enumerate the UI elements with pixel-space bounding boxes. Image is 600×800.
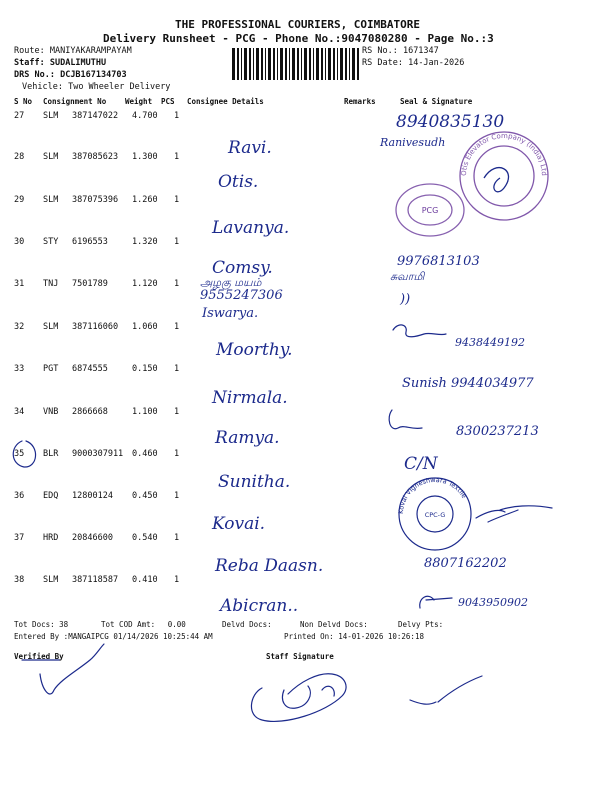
seal-note: C/N (404, 454, 438, 474)
consignee-sign: Sunitha. (218, 472, 291, 492)
row-sno: 37 (14, 533, 25, 543)
row-sno: 27 (14, 111, 25, 121)
consignee-sign: Ramya. (215, 428, 280, 448)
runsheet-title: Delivery Runsheet - PCG - Phone No.:9047080280 - Page No.:3 (103, 32, 494, 45)
row-consignment-no: 387075396 (72, 195, 119, 205)
consignee-sign: Reba Daasn. (215, 556, 324, 576)
row-consignment-no: 2866668 (72, 407, 108, 417)
stamp-otis-text: Otis Elevator Company (India) Ltd (459, 131, 549, 177)
consignee-note: அழகு மயம் (200, 276, 262, 289)
row-prefix: TNJ (43, 279, 59, 289)
row-consignment-no: 387118587 (72, 575, 119, 585)
col-consignee: Consignee Details (187, 97, 264, 106)
row-consignment-no: 387116060 (72, 322, 119, 332)
row-consignment-no: 6196553 (72, 237, 108, 247)
row-prefix: EDQ (43, 491, 59, 501)
printed-on (284, 632, 424, 641)
row-consignment-no: 6874555 (72, 364, 108, 374)
row-weight: 1.320 (132, 237, 158, 247)
row-pcs: 1 (174, 407, 180, 417)
drs-value: DCJB167134703 (60, 70, 127, 80)
row-sno: 36 (14, 491, 25, 501)
stamp-otis (392, 118, 552, 248)
row-pcs: 1 (174, 449, 180, 459)
col-pcs: PCS (161, 97, 175, 106)
row-prefix: SLM (43, 152, 59, 162)
col-remarks: Remarks (344, 97, 376, 106)
row-prefix: VNB (43, 407, 59, 417)
row-consignment-no: 387085623 (72, 152, 119, 162)
delvy-pts: Delvy Pts: (398, 620, 444, 629)
entered-by (14, 632, 213, 641)
verified-by: Verified By (14, 652, 64, 661)
consignee-sign: Nirmala. (212, 388, 288, 408)
consignee-sign: Comsy. (212, 258, 273, 278)
row-pcs: 1 (174, 322, 180, 332)
seal-phone: 8940835130 (396, 112, 505, 132)
row-weight: 0.460 (132, 449, 158, 459)
consignee-sign: Iswarya. (202, 306, 259, 321)
route-label: Route: (14, 46, 45, 56)
consignee-phone: 9555247306 (200, 288, 283, 303)
row-consignment-no: 12800124 (72, 491, 113, 501)
tot-docs-label: Tot Docs: (14, 620, 55, 629)
tot-cod (101, 620, 186, 629)
company-name: THE PROFESSIONAL COURIERS, COIMBATORE (175, 18, 421, 31)
row-weight: 0.410 (132, 575, 158, 585)
staff-value: SUDALIMUTHU (49, 58, 107, 68)
staff-label: Staff: (14, 58, 45, 68)
consignee-sign: Kovai. (212, 514, 266, 534)
row-weight: 1.060 (132, 322, 158, 332)
drs-label: DRS No.: (14, 70, 55, 80)
entered-by-label: Entered By : (14, 632, 69, 641)
row-sno: 31 (14, 279, 25, 289)
row-weight: 0.150 (132, 364, 158, 374)
tot-cod-label: Tot COD Amt: (101, 620, 156, 629)
svg-text:Kovai Vigneshwara Textile (397, 476, 468, 514)
row-pcs: 1 (174, 533, 180, 543)
printed-on-label: Printed On: (284, 632, 334, 641)
row-pcs: 1 (174, 364, 180, 374)
row-weight: 1.300 (132, 152, 158, 162)
row-sno: 28 (14, 152, 25, 162)
row-weight: 1.260 (132, 195, 158, 205)
consignee-sign: Ravi. (228, 138, 272, 158)
row-pcs: 1 (174, 111, 180, 121)
row-sno: 38 (14, 575, 25, 585)
seal-phone: 9438449192 (455, 336, 525, 349)
seal-phone: 8807162202 (424, 556, 507, 571)
vehicle-value: Two Wheeler Delivery (68, 82, 171, 92)
row-prefix: PGT (43, 364, 59, 374)
row-prefix: SLM (43, 575, 59, 585)
row-pcs: 1 (174, 575, 180, 585)
rs-date-value: 14-Jan-2026 (408, 58, 465, 68)
staff-signature-label: Staff Signature (266, 652, 334, 661)
tot-docs-value: 38 (59, 620, 69, 629)
consignee-sign: Lavanya. (212, 218, 290, 238)
row-consignment-no: 7501789 (72, 279, 108, 289)
seal-phone: 8300237213 (456, 424, 539, 439)
row-weight: 1.120 (132, 279, 158, 289)
seal-mark: )) (400, 292, 411, 307)
row-sno: 29 (14, 195, 25, 205)
row-sno: 35 (14, 449, 25, 459)
row-pcs: 1 (174, 491, 180, 501)
stamp-kovai (395, 470, 475, 560)
seal-phone: 9043950902 (458, 596, 528, 609)
vehicle-label: Vehicle: (22, 82, 63, 92)
row-prefix: SLM (43, 322, 59, 332)
col-weight: Weight (125, 97, 153, 106)
row-sno: 33 (14, 364, 25, 374)
printed-on-value: 14-01-2026 10:26:18 (338, 632, 424, 641)
seal-phone: Sunish 9944034977 (402, 376, 534, 391)
row-prefix: SLM (43, 195, 59, 205)
row-prefix: SLM (43, 111, 59, 121)
consignee-sign: Abicran.. (220, 596, 299, 616)
row-sno: 30 (14, 237, 25, 247)
tot-cod-value: 0.00 (167, 620, 186, 629)
consignee-sign: Otis. (218, 172, 259, 192)
row-weight: 1.100 (132, 407, 158, 417)
row-weight: 0.540 (132, 533, 158, 543)
row-weight: 0.450 (132, 491, 158, 501)
row-prefix: STY (43, 237, 59, 247)
row-prefix: HRD (43, 533, 59, 543)
entered-by-value: MANGAIPCG 01/14/2026 10:25:44 AM (68, 632, 213, 641)
row-weight: 4.700 (132, 111, 158, 121)
non-delvd-docs: Non Delvd Docs: (300, 620, 368, 629)
rs-no-value: 1671347 (402, 46, 439, 56)
rs-no-label: RS No.: (362, 46, 398, 56)
row-prefix: BLR (43, 449, 59, 459)
seal-note: சுவாமி (390, 270, 425, 283)
row-consignment-no: 9000307911 (72, 449, 124, 459)
rs-date-label: RS Date: (362, 58, 403, 68)
seal-phone: 9976813103 (397, 254, 480, 269)
seal-signature: Ranivesudh (380, 136, 446, 149)
stamp-pcg-text: PCG (421, 206, 439, 215)
row-consignment-no: 20846600 (72, 533, 113, 543)
delvd-docs: Delvd Docs: (222, 620, 272, 629)
stamp-kovai-center: CPC-G (424, 511, 446, 519)
row-pcs: 1 (174, 152, 180, 162)
row-pcs: 1 (174, 195, 180, 205)
route-value: MANIYAKARAMPAYAM (49, 46, 132, 56)
row-pcs: 1 (174, 237, 180, 247)
stamp-kovai-text: Kovai Vigneshwara Textile (396, 475, 469, 515)
row-sno: 32 (14, 322, 25, 332)
tot-docs (14, 620, 68, 629)
consignee-sign: Moorthy. (216, 340, 293, 360)
row-sno: 34 (14, 407, 25, 417)
col-seal: Seal & Signature (400, 97, 473, 106)
col-consignment: Consignment No (43, 97, 107, 106)
col-sno: S No (14, 97, 33, 106)
row-pcs: 1 (174, 279, 180, 289)
row-consignment-no: 387147022 (72, 111, 119, 121)
